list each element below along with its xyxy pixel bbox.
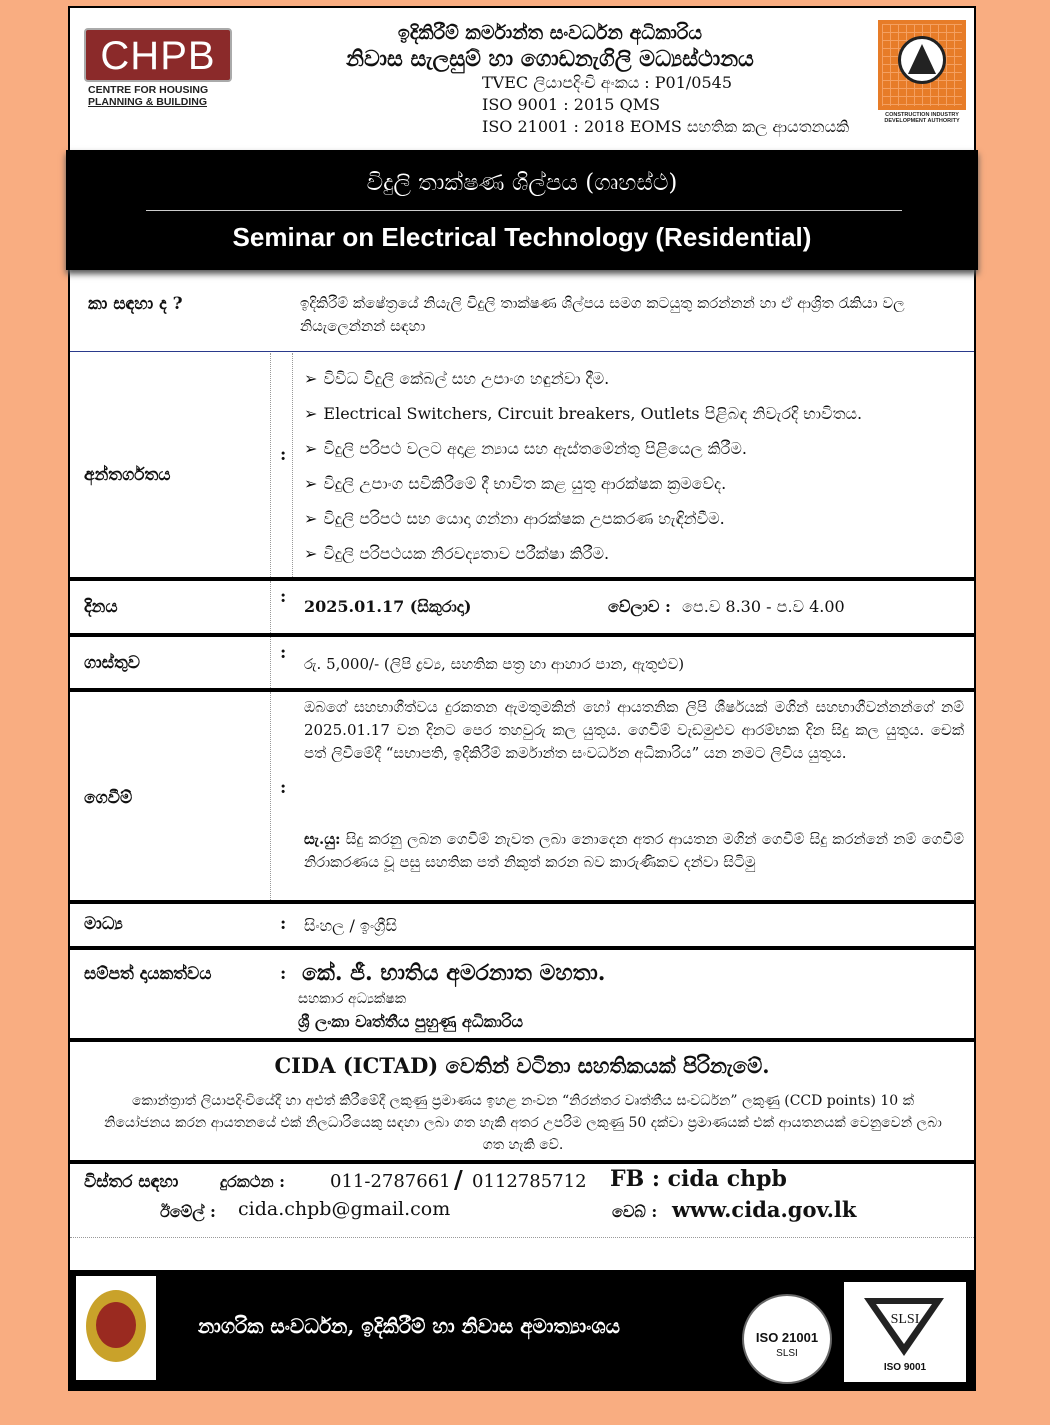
title-divider: [146, 210, 902, 211]
medium-label: මාධ්‍ය: [84, 914, 123, 934]
email-address[interactable]: cida.chpb@gmail.com: [238, 1198, 451, 1220]
emblem-lion-core: [96, 1302, 136, 1348]
flyer-page: [68, 6, 976, 1391]
content-list: [304, 361, 964, 571]
chpb-logo-mark: CHPB: [84, 28, 232, 82]
content-item: [304, 536, 964, 571]
cida-logo-mark: [878, 20, 966, 110]
sri-lanka-emblem: [76, 1276, 156, 1380]
content-divider: [270, 353, 271, 577]
ministry-name: නාගරික සංවර්ධන, ඉදිකිරීම් හා නිවාස අමාත්‍යාංශය: [198, 1314, 620, 1338]
contact-label: විස්තර සඳහා: [84, 1172, 179, 1192]
payment-row: [70, 688, 974, 900]
email-label: ඊමේල් :: [160, 1202, 216, 1221]
content-item: [304, 501, 964, 536]
resource-label: සම්පත් දායකත්වය: [84, 964, 212, 984]
fee-colon: :: [280, 643, 287, 663]
iso-21001-badge-text: ISO 21001: [755, 1330, 819, 1345]
certificate-heading: CIDA (ICTAD) වෙතින් වටිනා සහතිකයක් පිරිනැමේ.: [274, 1053, 770, 1078]
title-sinhala: විදුලි තාක්ෂණ ශිල්පය (ගෘහස්ථ): [366, 170, 678, 196]
date-divider: [270, 581, 271, 633]
content-colon: :: [280, 445, 287, 465]
certificate-body: කොන්ත්‍රාත් ලියාපදිංචියේදී හා අළුත් කිරීමේදී ලකුණු ප්‍රමාණය ඉහළ නංවන “නිරන්තර වෘත්තීය සංවර්ධන” ලකුණු (CCD points) 10 ක් නියෝජනය කරන ආයතනයේ එක් නිලධාරියෙකු සඳහා ලබා ගත හැකි අතර උපරිම ලකුණු 50 දක්වා ප්‍රමාණයක් එක් ආයතනයක් වෙනුවෙන් ලබා ගත හැකි වේ.: [104, 1093, 942, 1153]
payment-note-label: සැ.යු:: [304, 830, 341, 848]
fee-value: රු. 5,000/- (ලිපි ද්‍රව්‍ය, සහතික පත්‍ර හා ආහාර පාන, ඇතුළුව): [304, 655, 685, 673]
iso-21001-badge-sub: SLSI: [776, 1348, 798, 1359]
chpb-logo-caption: [88, 84, 238, 108]
resource-row: [70, 946, 974, 1038]
fee-divider: [270, 637, 271, 688]
facebook-handle[interactable]: FB : cida chpb: [610, 1166, 787, 1192]
content-item-text: විදුලි උපාංග සවිකිරීමේ දී භාවිත කළ යුතු ආරක්ෂක ක්‍රමවේද.: [323, 474, 727, 493]
medium-value: සිංහල / ඉංග්‍රීසි: [304, 916, 397, 935]
slsi-iso-9001-badge: [844, 1282, 966, 1382]
content-item-text: විදුලි පරිපථ වලට අදාළ න්‍යාය සහ ඇස්තමේන්තු පිළියෙල කිරීම.: [323, 439, 747, 458]
date-colon: :: [280, 587, 287, 607]
target-row: [70, 276, 974, 352]
org-name-line2: නිවාස සැලසුම් හා ගොඩනැගිලි මධ්‍යස්ථානය: [346, 46, 754, 72]
medium-colon: :: [280, 914, 287, 934]
medium-row: [70, 900, 974, 946]
arrow-bullet-icon: ➢: [304, 474, 318, 493]
content-item-text: Electrical Switchers, Circuit breakers, Outlets පිළිබඳ නිවැරදි භාවිතය.: [323, 404, 863, 423]
fee-label: ගාස්තුව: [84, 653, 140, 673]
arrow-bullet-icon: ➢: [304, 404, 318, 423]
org-name-line1: ඉදිකිරීම් කර්මාන්ත සංවර්ධන අධිකාරිය: [397, 22, 703, 44]
resource-name: කේ. ජී. භාතිය අමරනාත මහතා.: [302, 960, 606, 986]
arrow-bullet-icon: ➢: [304, 369, 318, 388]
content-label: අන්තර්ගතය: [84, 465, 171, 485]
iso-9001-badge-text: ISO 9001: [883, 1362, 927, 1373]
time-value: පෙ.ව 8.30 - ප.ව 4.00: [682, 597, 845, 616]
iso-9001-line: ISO 9001 : 2015 QMS: [482, 95, 661, 114]
resource-colon: :: [280, 964, 287, 984]
cida-logo: [878, 20, 966, 124]
title-band: [66, 150, 978, 270]
content-item: [304, 361, 964, 396]
iso-21001-badge: [742, 1294, 832, 1384]
target-text: ඉදිකිරීම් ක්ෂේත්‍රයේ නියැලි විදුලි තාක්ෂණ ශිල්පය සමග කටයුතු කරන්නන් හා ඒ ආශ්‍රිත රැකියා වල නියැලෙන්නන් සඳහා: [300, 294, 905, 335]
content-item: [304, 466, 964, 501]
header-text: [270, 22, 870, 138]
arrow-bullet-icon: ➢: [304, 544, 318, 563]
content-divider-2: [292, 353, 293, 577]
payment-label: ගෙවීම්: [84, 788, 133, 808]
arrow-bullet-icon: ➢: [304, 439, 318, 458]
date-row: [70, 577, 974, 633]
slsi-badge-text: SLSI: [890, 1312, 920, 1327]
arrow-bullet-icon: ➢: [304, 509, 318, 528]
phone-number-1: 011-2787661: [330, 1171, 451, 1192]
content-item: [304, 431, 964, 466]
footer: [70, 1270, 974, 1391]
content-item-text: විදුලි පරිපථයක නිරවද්‍යතාව පරීක්ෂා කිරීම.: [323, 544, 610, 563]
contact-row: [70, 1160, 974, 1238]
iso-21001-line: ISO 21001 : 2018 EOMS සහතික කල ආයතනයකි: [482, 117, 850, 136]
date-value: 2025.01.17 (සිකුරාදා): [304, 597, 472, 616]
phone-separator: /: [454, 1165, 463, 1194]
website-link[interactable]: www.cida.gov.lk: [672, 1197, 857, 1222]
payment-colon: :: [280, 778, 287, 798]
header: [70, 8, 974, 148]
payment-note-text: සිදු කරනු ලබන ගෙවීම් නැවත ලබා නොදෙන අතර ආයතන මගින් ගෙවීම් සිදු කරන්නේ නම් ගෙවීම් නිරාකරණය වූ පසු සහතික පත් නිකුත් කරන බව කාරුණිකව දන්වා සිටිමු: [304, 830, 964, 871]
time-label: වේලාව :: [608, 597, 671, 616]
title-english: Seminar on Electrical Technology (Residential): [232, 222, 812, 252]
content-item: [304, 396, 964, 431]
chpb-caption-line2: PLANNING & BUILDING: [88, 96, 207, 108]
chpb-logo: [84, 28, 234, 112]
fee-row: [70, 633, 974, 688]
chpb-caption-line1: CENTRE FOR HOUSING: [88, 84, 209, 96]
payment-paragraph: ඔබගේ සහභාගීත්වය දුරකතන ඇමතුමකින් හෝ ආයතනික ලිපි ශීර්ෂයක් මගින් සහභාගීවන්නන්ගේ නම් 2025.01.17 වන දිනට පෙර තහවුරු කල යුතුය. ගෙවීම් වැඩමුළුව ආරම්භක දින සිදු කල යුතුය. චෙක් පත් ලිවීමේදී “සභාපති, ඉදිකිරීම් කර්මාන්ත සංවර්ධන අධිකාරිය” යන නමට ලිවිය යුතුය.: [304, 698, 964, 762]
phone-number-2: 0112785712: [472, 1171, 587, 1192]
cida-logo-caption: CONSTRUCTION INDUSTRY DEVELOPMENT AUTHORITY: [884, 112, 960, 124]
resource-org: ශ්‍රී ලංකා වෘත්තීය පුහුණු අධිකාරිය: [298, 1012, 524, 1031]
cida-logo-triangle: [908, 44, 936, 74]
content-item-text: විදුලි පරිපථ සහ යොදා ගන්නා ආරක්ෂක උපකරණ හැඳින්වීම.: [323, 509, 725, 528]
content-item-text: විවිධ විදුලි කේබල් සහ උපාංග හඳුන්වා දීම.: [323, 369, 610, 388]
phone-label: දුරකථන :: [220, 1172, 286, 1191]
date-label: දිනය: [84, 597, 118, 617]
certificate-row: [70, 1038, 974, 1160]
target-label: කා සඳහා ද ?: [88, 294, 183, 314]
payment-note: [304, 828, 964, 874]
content-row: [70, 353, 974, 577]
web-label: වෙබ් :: [612, 1202, 658, 1221]
tvec-number: TVEC ලියාපදිංචි අංකය : P01/0545: [482, 73, 733, 92]
payment-divider: [270, 692, 271, 900]
resource-role: සහකාර අධ්‍යක්ෂක: [298, 991, 407, 1007]
